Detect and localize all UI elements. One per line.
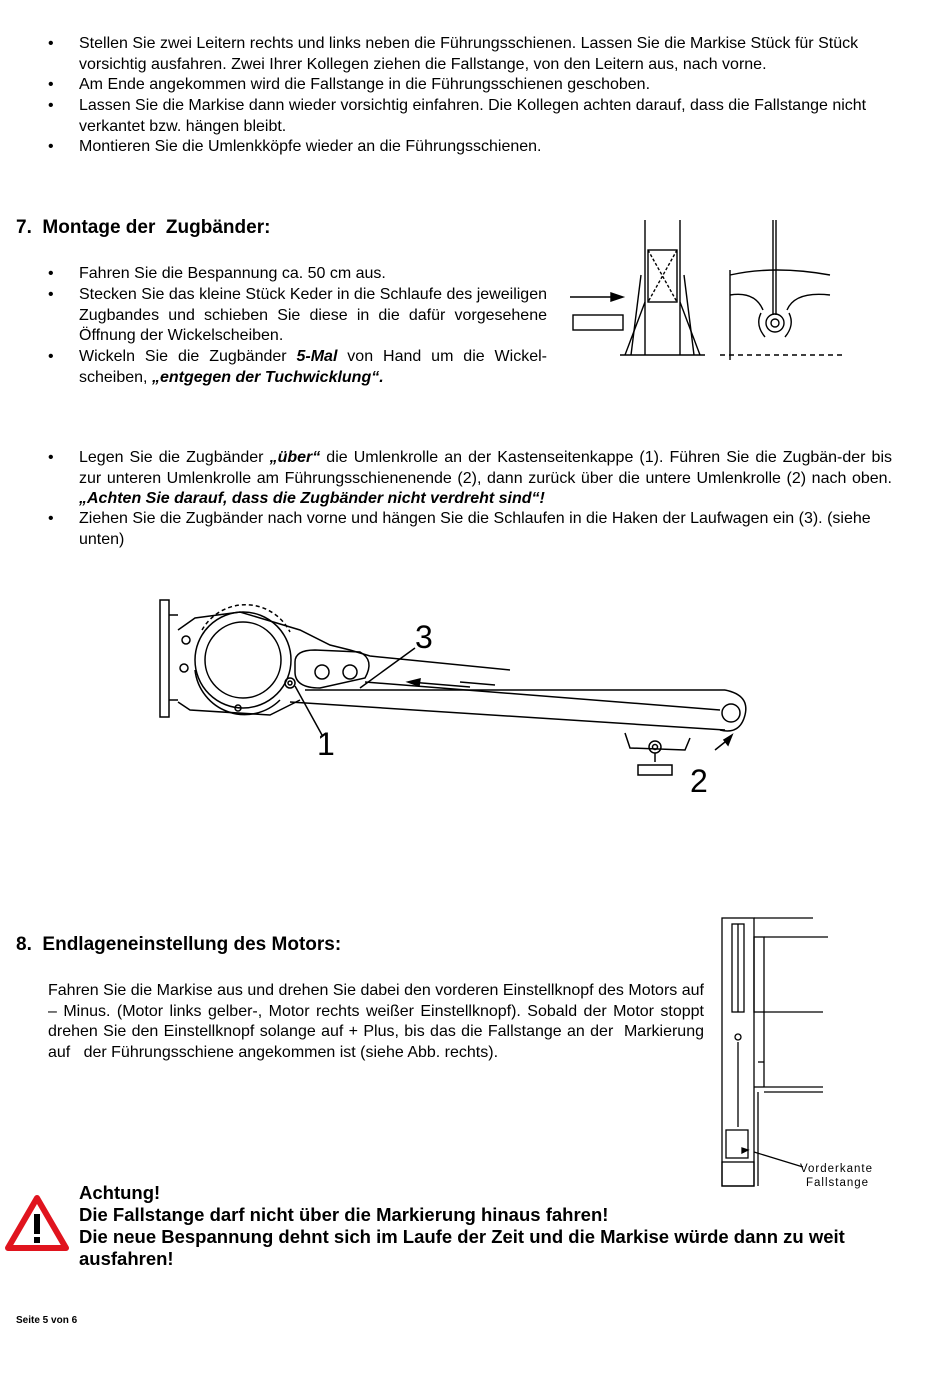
label-2: 2 xyxy=(690,763,708,799)
bullet-dot: • xyxy=(48,35,54,52)
section-7-heading: 7. Montage der Zugbänder: xyxy=(16,217,271,238)
label-1: 1 xyxy=(317,726,335,762)
intro-bullet-2: • Am Ende angekommen wird die Fallstange in die Führungsschienen geschoben. xyxy=(79,75,899,96)
s7-bullet-3: • Wickeln Sie die Zugbänder 5-Mal von Hand um die Wickel-scheiben, „entgegen der Tuchwicklung“. xyxy=(48,348,547,386)
s7-bullet-2: • Stecken Sie das kleine Stück Keder in die Schlaufe des jeweiligen Zugbandes und schieben Sie diese in die dafür vorgesehene Öffnung der Wickelscheiben. xyxy=(48,286,547,344)
s7-bullet-4: • Legen Sie die Zugbänder „über“ die Umlenkrolle an der Kastenseitenkappe (1). Führen Sie die Zugbän-der bis zur unteren Umlenkrolle am Führungsschienenende (2), dann zurück über die untere Umlenkrolle (2) nach oben. „Achten Sie darauf, dass die Zugbänder nicht verdreht sind“! xyxy=(48,449,893,507)
bullet-dot: • xyxy=(48,138,54,155)
section-8-text: Fahren Sie die Markise aus und drehen Sie dabei den vorderen Einstellknopf des Motors auf – Minus. (Motor links gelber-, Motor rechts weißer Einstellknopf). Sobald der Motor stoppt drehen Sie den Einstellknopf solange auf + Plus, bis das die Fallstange an der Markierung auf der Führungsschiene angekommen ist (siehe Abb. rechts). xyxy=(48,982,709,1061)
bullet-dot: • xyxy=(48,76,54,93)
rail-marking-diagram xyxy=(718,912,890,1197)
figure-label-line2: Fallstange xyxy=(806,1177,870,1189)
warning-triangle-icon xyxy=(4,1194,70,1252)
label-3: 3 xyxy=(415,619,433,655)
bullet-dot: • xyxy=(48,510,54,527)
warning-line2: Die neue Bespannung dehnt sich im Laufe der Zeit und die Markise würde dann zu weit ausfahren! xyxy=(79,1226,845,1269)
warning-block xyxy=(79,1182,899,1270)
s7-bullet-5: • Ziehen Sie die Zugbänder nach vorne und hängen Sie die Schlaufen in die Haken der Laufwagen ein (3). (siehe unten) xyxy=(48,510,871,548)
page-footer: Seite 5 von 6 xyxy=(16,1315,78,1326)
bullet-dot: • xyxy=(48,265,54,282)
bullet-dot: • xyxy=(48,97,54,114)
bullet-dot: • xyxy=(48,286,54,303)
zugband-insert-diagram xyxy=(565,215,850,365)
figure-label-line1: Vorderkante xyxy=(800,1163,874,1175)
s7-bullet-1: • Fahren Sie die Bespannung ca. 50 cm aus. xyxy=(79,264,547,285)
intro-bullet-4: • Montieren Sie die Umlenkköpfe wieder an die Führungsschienen. xyxy=(79,137,899,158)
bullet-dot: • xyxy=(48,449,54,466)
section-8-heading: 8. Endlageneinstellung des Motors: xyxy=(16,934,342,955)
bullet-dot: • xyxy=(48,348,54,365)
warning-line1: Die Fallstange darf nicht über die Markierung hinaus fahren! xyxy=(79,1204,609,1225)
intro-bullet-3: • Lassen Sie die Markise dann wieder vorsichtig einfahren. Die Kollegen achten darauf, dass die Fallstange nicht verkantet bzw. hängen bleibt. xyxy=(48,97,867,135)
arm-pulley-diagram xyxy=(150,590,770,805)
intro-bullet-1: • Stellen Sie zwei Leitern rechts und links neben die Führungsschienen. Lassen Sie die Markise Stück für Stück vorsichtig ausfahren. Zwei Ihrer Kollegen ziehen die Fallstange, von den Leitern aus, nach vorne. xyxy=(48,35,859,73)
warning-title: Achtung! xyxy=(79,1182,161,1203)
